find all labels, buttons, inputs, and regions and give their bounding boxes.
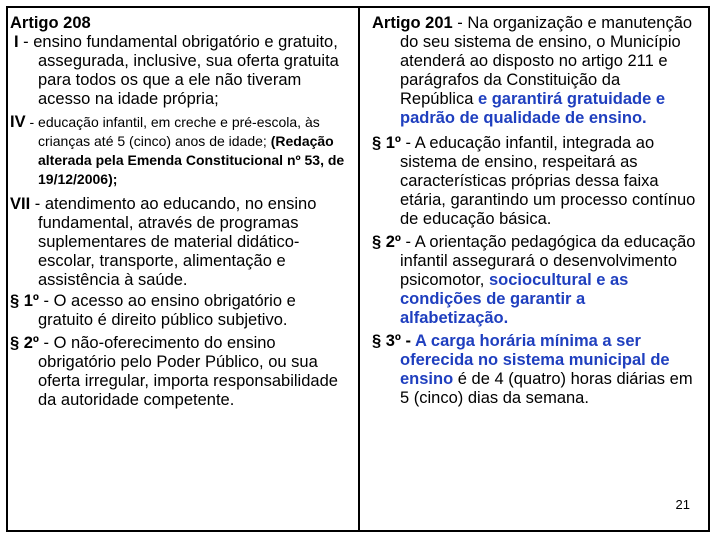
paragraph-2-text: - O não-oferecimento do ensino obrigatório pelo Poder Público, ou sua oferta irregular, importa responsabilidade da autoridade competente. <box>38 334 338 409</box>
right-title-highlight: e garantirá gratuidade e padrão de qualidade de ensino. <box>400 90 666 127</box>
item-iv <box>10 113 355 189</box>
item-iv-label: IV <box>10 113 26 131</box>
right-paragraph-3 <box>372 332 697 408</box>
item-vii <box>10 195 355 290</box>
item-i-label: I <box>14 33 19 51</box>
right-column <box>372 14 697 408</box>
right-paragraph-1-label: § 1º <box>372 134 401 152</box>
right-title: Artigo 201 <box>372 14 453 32</box>
right-article <box>372 14 697 128</box>
right-paragraph-3-dash: - <box>400 332 416 350</box>
item-vii-label: VII <box>10 195 31 213</box>
right-paragraph-1 <box>372 134 697 229</box>
item-vii-text: - atendimento ao educando, no ensino fundamental, através de programas suplementares de material didático-escolar, transporte, alimentação e assistência à saúde. <box>30 195 317 289</box>
item-iv-note: (Redação alterada pela Emenda Constitucional nº 53, de 19/12/2006); <box>38 133 345 187</box>
item-i <box>10 33 355 109</box>
paragraph-1 <box>10 292 355 330</box>
page-number: 21 <box>675 497 690 512</box>
right-paragraph-2-text: - A orientação pedagógica da educação infantil assegurará o desenvolvimento psicomotor, <box>400 233 696 289</box>
paragraph-2 <box>10 334 355 410</box>
paragraph-1-text: - O acesso ao ensino obrigatório e gratuito é direito público subjetivo. <box>38 292 296 329</box>
right-paragraph-1-text: - A educação infantil, integrada ao sistema de ensino, respeitará as características próprias dessa faixa etária, garantindo um processo contínuo de educação básica. <box>400 134 696 228</box>
right-paragraph-3-highlight: A carga horária mínima a ser oferecida no sistema municipal de ensino <box>400 332 670 388</box>
right-paragraph-2 <box>372 233 697 328</box>
right-paragraph-3-text: é de 4 (quatro) horas diárias em 5 (cinco) dias da semana. <box>400 370 693 407</box>
right-paragraph-2-highlight: sociocultural e as condições de garantir a alfabetização. <box>400 271 629 327</box>
right-paragraph-2-label: § 2º <box>372 233 401 251</box>
right-title-text: - Na organização e manutenção do seu sistema de ensino, o Município atenderá ao disposto no artigo 211 e parágrafos da Constituição da República <box>400 14 693 108</box>
paragraph-1-label: § 1º <box>10 292 39 310</box>
left-title: Artigo 208 <box>10 14 91 32</box>
item-i-text: - ensino fundamental obrigatório e gratuito, assegurada, inclusive, sua oferta gratuita para todos os que a ele não tiveram acesso na idade própria; <box>18 33 339 108</box>
right-paragraph-3-label: § 3º <box>372 332 401 350</box>
item-iv-text: - educação infantil, em creche e pré-escola, às crianças até 5 (cinco) anos de idade; <box>25 114 320 149</box>
paragraph-2-label: § 2º <box>10 334 39 352</box>
column-divider <box>358 6 360 532</box>
left-column <box>10 14 355 410</box>
